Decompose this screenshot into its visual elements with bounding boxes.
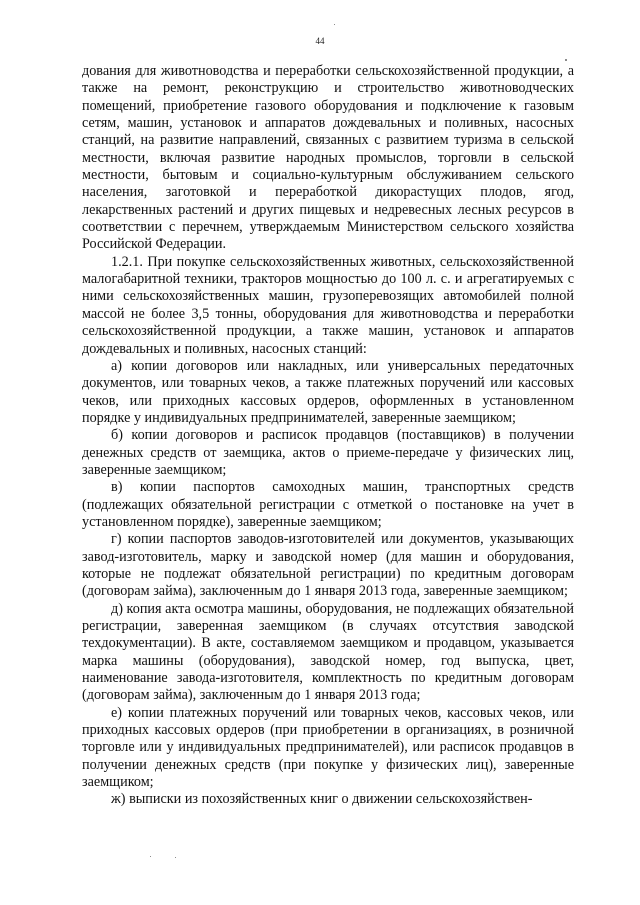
scan-speck xyxy=(175,857,176,858)
paragraph-item-v: в) копии паспортов самоходных машин, транспортных средств (подлежащих обязательной регистрации с отметкой о постановке на учет в установленном порядке), заверенные заемщиком; xyxy=(82,479,574,530)
paragraph-item-g: г) копии паспортов заводов-изготовителей или документов, указывающих завод-изготовитель, марку и заводской номер (для машин и оборудования, которые не подлежат обязательной регистрации) по кредитным договорам (договорам займа), заключенным до 1 января 2013 года, заверенные заемщиком; xyxy=(82,531,574,600)
scan-speck xyxy=(334,24,335,25)
paragraph-continuation: дования для животноводства и переработки сельскохозяйственной продукции, а также на ремонт, реконструкцию и строительство животноводческих помещений, приобретение газового оборудования и подключение к газовым сетям, машин, установок и аппаратов дождевальных и поливных, насосных станций, на развитие направлений, связанных с развитием туризма в сельской местности, включая развитие народных промыслов, торговли в сельской местности, бытовым и социально-культурным обслуживанием сельского населения, заготовкой и переработкой дикорастущих плодов, ягод, лекарственных растений и других пищевых и недревесных лесных ресурсов в соответствии с перечнем, утверждаемым Министерством сельского хозяйства Российской Федерации. xyxy=(82,63,574,253)
paragraph-item-e: е) копии платежных поручений или товарных чеков, кассовых чеков, или приходных кассовых ордеров (при приобретении в организациях, в розничной торговле или у индивидуальных предпринимателей), или расписок продавцов в получении денежных средств (при покупке у физических лиц), заверенные заемщиком; xyxy=(82,704,574,791)
scan-speck xyxy=(565,59,567,61)
document-body xyxy=(82,63,574,809)
scan-speck xyxy=(150,856,151,857)
paragraph-item-b: б) копии договоров и расписок продавцов (поставщиков) в получении денежных средств от заемщика, актов о приеме-передаче у физических лиц, заверенные заемщиком; xyxy=(82,427,574,478)
paragraph-item-a: а) копии договоров или накладных, или универсальных передаточных документов, или товарных чеков, а также платежных поручений или кассовых чеков, или приходных кассовых ордеров, оформленных в установленном порядке у индивидуальных предпринимателей, заверенные заемщиком; xyxy=(82,357,574,426)
paragraph-section-1-2-1: 1.2.1. При покупке сельскохозяйственных животных, сельскохозяйственной малогабаритной техники, тракторов мощностью до 100 л. с. и агрегатируемых с ними сельскохозяйственных машин, грузоперевозящих автомобилей полной массой не более 3,5 тонны, оборудования для животноводства и переработки сельскохозяйственной продукции, а также машин, установок и аппаратов дождевальных и поливных, насосных станций: xyxy=(82,253,574,357)
page-number: 44 xyxy=(315,36,325,46)
paragraph-item-d: д) копия акта осмотра машины, оборудования, не подлежащих обязательной регистрации, заверенная заемщиком (в случаях отсутствия заводской техдокументации). В акте, составляемом заемщиком и продавцом, указывается марка машины (оборудования), заводской номер, год выпуска, цвет, наименование завода-изготовителя, комплектность по кредитным договорам (договорам займа), заключенным до 1 января 2013 года; xyxy=(82,600,574,704)
paragraph-item-zh: ж) выписки из похозяйственных книг о движении сельскохозяйствен- xyxy=(111,791,533,808)
